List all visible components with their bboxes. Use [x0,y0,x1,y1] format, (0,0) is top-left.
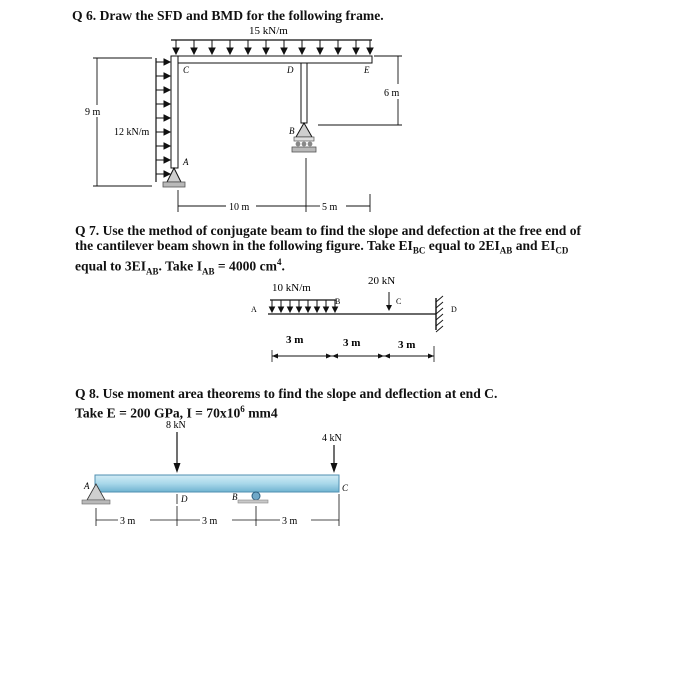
q7-line-1: Q 7. Use the method of conjugate beam to find the slope and defection at the free end of [75,223,582,238]
q7-label-a: A [251,305,257,314]
q8-line-2: Take E = 200 GPa, $I = 70x10^6$ mm4 [75,404,278,421]
q6-dim-10m: 10 m [229,202,250,213]
q7-line-3: equal to $3EI_{AB}$. Take $I_{AB} = 4000$ $cm^4$. [75,257,285,277]
q7-label-d: D [451,305,457,314]
q8-label-a: A [84,481,90,491]
q6-label-e: E [364,65,370,75]
q7-label-c: C [396,297,402,306]
q7-udl-label: 10 kN/m [272,282,311,294]
q8-label-b: B [232,492,238,502]
q8-dim-2: 3 m [202,516,218,527]
q8-load-1-label: 8 kN [166,420,186,431]
q6-heading: Q 6. Draw the SFD and BMD for the following frame. [72,8,384,23]
q7-point-load-label: 20 kN [368,275,396,287]
q6-side-load-label: 12 kN/m [114,127,150,138]
q7-label-b: B [335,297,341,306]
q6-dim-6m: 6 m [384,88,400,99]
q6-label-d: D [287,65,294,75]
q7-dim-1: 3 m [286,334,304,346]
q8-label-d: D [181,494,188,504]
q6-dim-9m: 9 m [85,107,101,118]
q8-dim-1: 3 m [120,516,136,527]
q8-dim-3: 3 m [282,516,298,527]
q7-dim-3: 3 m [398,339,416,351]
q6-label-a: A [183,157,189,167]
q6-dim-5m: 5 m [322,202,338,213]
q6-label-b: B [289,126,295,136]
q8-label-c: C [342,483,349,493]
q7-line-2: the cantilever beam shown in the following figure. Take $EI_{BC}$ equal to $2EI_{AB}$ and $EI_{CD}$ [75,238,569,256]
q8-load-2-label: 4 kN [322,433,342,444]
q6-label-c: C [183,65,190,75]
q7-dim-2: 3 m [343,337,361,349]
q6-top-load-label: 15 kN/m [249,25,288,37]
q8-line-1: Q 8. Use moment area theorems to find the slope and deflection at end C. [75,386,498,401]
